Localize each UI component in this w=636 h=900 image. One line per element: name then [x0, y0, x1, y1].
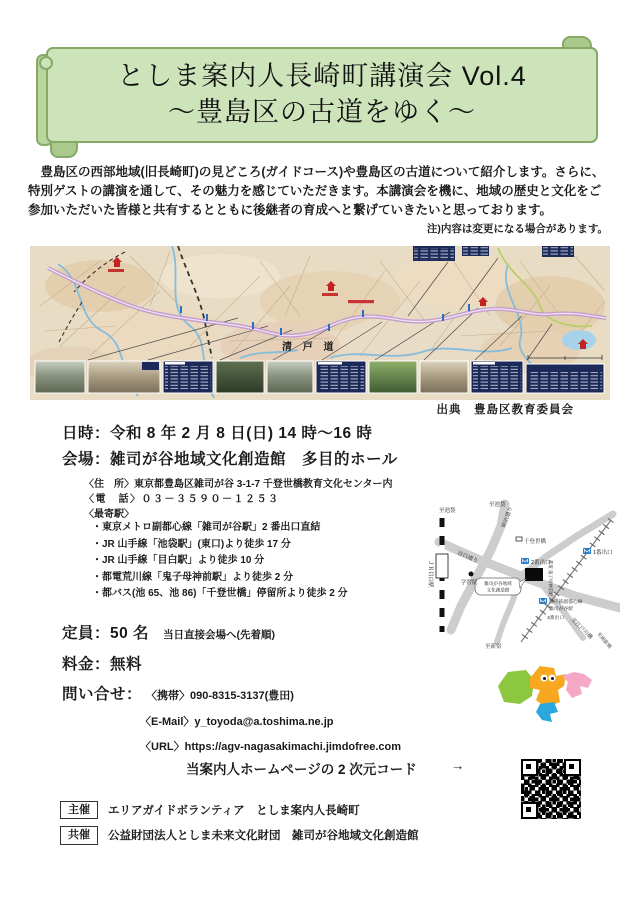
- road-name-label: 清 戸 道: [282, 342, 338, 353]
- mascot-green-shape: [498, 670, 534, 704]
- svg-text:ＪＲ目白駅: ＪＲ目白駅: [427, 560, 433, 588]
- svg-text:至池袋: 至池袋: [489, 502, 506, 508]
- map-source-caption: 出典 豊島区教育委員会: [436, 404, 574, 416]
- venue-phone: 〈電 話〉０３－３５９０－１２５３: [84, 494, 280, 505]
- svg-text:至新宿: 至新宿: [485, 644, 502, 650]
- qr-finder: [521, 759, 538, 776]
- svg-text:雑司が谷地域: 雑司が谷地域: [484, 581, 512, 586]
- organizer-name: エリアガイドボランティア としま案内人長崎町: [108, 805, 360, 818]
- qr-caption: 当案内人ホームページの 2 次元コード: [186, 762, 417, 777]
- svg-text:地下鉄副都心線: 地下鉄副都心線: [549, 600, 583, 605]
- mascot-pink-shape: [562, 672, 592, 698]
- fee-line: 料金：無料: [62, 656, 143, 673]
- station-item: ・都電荒川線「鬼子母神前駅」より徒歩 2 分: [92, 571, 294, 583]
- strip-photo: [420, 361, 468, 393]
- contact-line: [62, 682, 294, 704]
- jr-line: [436, 518, 448, 632]
- venue-address: 〈住 所〉東京都豊島区雑司が谷 3-1-7 千登世橋教育文化センター内: [84, 479, 393, 490]
- page-title-line2: ～豊島区の古道をゆく～: [168, 97, 476, 127]
- organizer-name: 公益財団法人としま未来文化財団 雑司が谷地域文化創造館: [108, 830, 419, 843]
- page-title-line1: としま案内人長崎町講演会 Vol.4: [117, 61, 527, 92]
- access-map: [425, 498, 620, 650]
- svg-text:雑司が谷駅: 雑司が谷駅: [549, 607, 573, 612]
- svg-text:目白通り: 目白通り: [456, 550, 479, 565]
- change-note: 注)内容は変更になる場合があります。: [426, 223, 608, 235]
- metro-icon: [539, 598, 547, 604]
- contact-url: 〈URL〉https://agv-nagasakimachi.jimdofree.com: [140, 741, 401, 753]
- metro-icon: [583, 548, 591, 554]
- banner-scroll: [46, 47, 598, 143]
- organizer-row: [60, 826, 419, 844]
- scroll-curl-dot: [39, 56, 53, 70]
- organizer-row: [60, 801, 419, 819]
- qr-caption-line: [186, 758, 464, 778]
- capacity-line: [62, 621, 275, 643]
- svg-text:明治通り: 明治通り: [501, 505, 515, 529]
- title-banner: [36, 40, 600, 152]
- svg-text:学習院: 学習院: [461, 580, 478, 586]
- bridge-icon: [516, 537, 522, 541]
- station-item: ・JR 山手線「池袋駅」(東口)より徒歩 17 分: [92, 538, 291, 550]
- arrow-right-icon: →: [450, 758, 465, 773]
- svg-text:2番出口: 2番出口: [531, 560, 551, 566]
- venue-marker: [525, 568, 543, 581]
- contact-email: 〈E-Mail〉y_toyoda@a.toshima.ne.jp: [140, 716, 334, 728]
- organizer-label-box: 主催: [60, 801, 98, 819]
- jr-station-box: [436, 554, 448, 578]
- svg-text:至池袋: 至池袋: [439, 508, 456, 514]
- strip-photo: [216, 361, 264, 393]
- intro-paragraph: 豊島区の西部地域(旧長崎町)の見どころ(ガイドコース)や豊島区の古道について紹介します。さらに、特別ゲストの講演を通して、その魅力を感じていただきます。本講演会を機に、地域の歴史と文化をご参加いただいた皆様と共有するとともに後継者の育成へと繋げていきたいと思っております。: [28, 165, 605, 217]
- mascot-blue-shape: [536, 702, 558, 722]
- organizer-block: [60, 801, 419, 852]
- svg-text:1番出口: 1番出口: [593, 550, 613, 556]
- qr-finder: [564, 759, 581, 776]
- qr-code: [518, 756, 584, 822]
- svg-text:至面影橋: 至面影橋: [595, 632, 612, 650]
- event-venue: 会場：雑司が谷地域文化創造館 多目的ホール: [62, 451, 398, 468]
- station-list: [92, 520, 348, 603]
- stations-header: 〈最寄駅〉: [84, 509, 134, 520]
- contact-phone: 〈携帯〉090-8315-3137(豊田): [146, 690, 294, 702]
- map-pond: [562, 330, 596, 350]
- mascot-orange-shape: [530, 666, 566, 708]
- station-item: ・JR 山手線「目白駅」より徒歩 10 分: [92, 555, 265, 566]
- qr-finder: [521, 802, 538, 819]
- contact-label: 問い合せ：: [62, 686, 143, 703]
- station-item: ・都バス(池 65、池 86)「千登世橋」停留所より徒歩 2 分: [92, 588, 348, 599]
- strip-photo: [267, 361, 313, 393]
- gakushuin-dot: [469, 572, 474, 577]
- svg-text:文化創造館: 文化創造館: [486, 587, 510, 593]
- metro-icon: [521, 558, 529, 564]
- event-datetime: 日時：令和 8 年 2 月 8 日(日) 14 時～16 時: [62, 425, 373, 442]
- station-item: ・東京メトロ副都心線「雑司が谷駅」2 番出口直結: [92, 522, 321, 533]
- svg-text:至江戸川橋: 至江戸川橋: [569, 617, 594, 641]
- svg-text:千登世橋: 千登世橋: [524, 539, 547, 545]
- svg-text:3番出口: 3番出口: [547, 616, 565, 621]
- mascot-illustration: [496, 664, 596, 724]
- svg-text:都電 鬼子母神前駅: 都電 鬼子母神前駅: [548, 560, 553, 597]
- course-map-figure: [30, 246, 610, 400]
- capacity-value: 定員：50 名: [62, 625, 150, 642]
- strip-photo: [369, 361, 417, 393]
- organizer-label-box: 共催: [60, 826, 98, 844]
- strip-photo: [35, 361, 85, 393]
- capacity-note: 当日直接会場へ(先着順): [163, 629, 276, 641]
